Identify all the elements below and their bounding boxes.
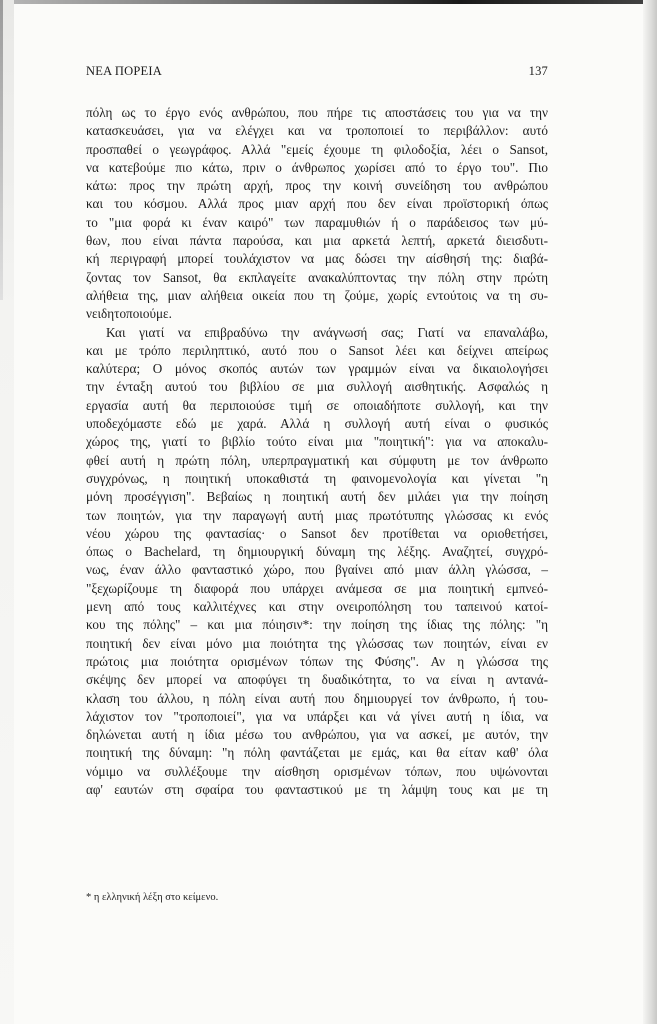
body-text	[86, 104, 548, 799]
text-line: νέου χώρου της φαντασίας· ο Sansot δεν προτίθεται να οριοθετήσει,	[86, 525, 548, 541]
text-line: ζοντας τον Sansot, θα εκπλαγείτε ανακαλύπτοντας την πόλη στην πρώτη	[86, 269, 548, 285]
text-line: κή περιγραφή μπορεί τουλάχιστον να μας δώσει την αίσθησή της: διαβά-	[86, 251, 548, 267]
text-line: ποιητική δεν είναι μόνο μια ποιότητα της γλώσσας των ποιητών, είναι εν	[86, 635, 548, 651]
text-line: θων, που είναι πάντα παρούσα, και μια αρκετά λεπτή, αρκετά διεισδυτι-	[86, 233, 548, 249]
text-line: προσπαθεί ο γεωγράφος. Αλλά "εμείς έχουμε τη φιλοδοξία, λέει ο Sansot,	[86, 141, 548, 157]
text-line: πρώτοις μια ποιότητα ορισμένων τόπων της Φύσης". Αν η γλώσσα της	[86, 653, 548, 669]
text-line: λάχιστον τον "τροποποιεί", για να υπάρξει και νά γίνει αυτή η ίδια, να	[86, 708, 548, 724]
running-title: ΝΕΑ ΠΟΡΕΙΑ	[86, 64, 162, 78]
text-line: όπως ο Bachelard, τη δημιουργική δύναμη της λέξης. Αναζητεί, συγχρό-	[86, 544, 548, 560]
text-line: εργασία αυτή θα περιποιούσε τιμή σε οποιαδήποτε συλλογή, και την	[86, 397, 548, 413]
text-line: δηλώνεται αυτή η ίδια μέσω του ανθρώπου, για να ασκεί, με αυτόν, την	[86, 727, 548, 743]
scan-edge-top	[0, 0, 657, 4]
text-line: κάτω: προς την πρώτη αρχή, προς την κοινή συνείδηση του ανθρώπου	[86, 178, 548, 194]
text-line: χώρος της, γιατί το βιβλίο τούτο είναι μια "ποιητική": για να αποκαλυ-	[86, 434, 548, 450]
text-line: και του κόσμου. Αλλά προς μιαν αρχή που δεν είναι προϊστορική όπως	[86, 196, 548, 212]
footnote: * η ελληνική λέξη στο κείμενο.	[86, 892, 219, 903]
text-line: πόλη ως το έργο ενός ανθρώπου, που πήρε τις αποστάσεις του για να την	[86, 105, 548, 120]
text-line: μενη από τους καλλιτέχνες και στην ονειροπόληση του ταπεινού κατοί-	[86, 599, 548, 615]
text-line: αλήθεια της, μιαν αλήθεια οικεία που τη ζούμε, χωρίς εντούτοις να τη συ-	[86, 287, 548, 303]
text-line: καλύτερα; Ο μόνος σκοπός αυτών των γραμμών είναι να δικαιολογήσει	[86, 361, 548, 377]
text-line: φθεί αυτή η πρώτη πόλη, υπερπραγματική και σύμφυτη με τον άνθρωπο	[86, 452, 548, 468]
scan-edge-right	[643, 0, 657, 1024]
text-line: ποιητική της δύναμη: "η πόλη φαντάζεται με εμάς, και θα είταν καθ' όλα	[86, 745, 548, 761]
text-line: κλαση του άλλου, η πόλη είναι αυτή που δημιουργεί τον άνθρωπο, ή του-	[86, 690, 548, 706]
text-line: την ένταξη αυτού του βιβλίου σε μια συλλογή αισθητικής. Ασφαλώς η	[86, 379, 548, 395]
text-line: των ποιητών, για την παραγωγή αυτή μιας πρωτότυπης γλώσσας κι ενός	[86, 507, 548, 523]
scan-shadow-left	[0, 0, 3, 300]
text-line: το "μια φορά κι έναν καιρό" των παραμυθιών ή ο παράδεισος των μύ-	[86, 214, 548, 230]
text-line: νόμιμο να συλλέξουμε την αίσθηση ορισμένων τόπων, που υψώνονται	[86, 763, 548, 779]
text-line: σκέψης δεν μπορεί να αποφύγει τη δυαδικότητα, το να είναι η αντανά-	[86, 672, 548, 688]
text-line: και με τρόπο περιληπτικό, αυτό που ο Sansot λέει και δείχνει απείρως	[86, 342, 548, 358]
text-line: κατασκευάσει, για να ελέγχει και να τροποποιεί το περιβάλλον: αυτό	[86, 123, 548, 139]
text-line: νως, έναν άλλο φανταστικό χώρο, που βγαίνει από μιαν άλλη γλώσσα, –	[86, 562, 548, 578]
page-header	[86, 64, 548, 82]
text-line: νειδητοποιούμε.	[86, 306, 172, 322]
text-line: συγχρόνως, η ποιητική υποκαθιστά τη φαινομενολογία και γίνεται "η	[86, 470, 548, 486]
text-line: κου της πόλης" – και μια πόιησιν*: την ποίηση της ίδιας της πόλης: "η	[86, 617, 548, 633]
text-line: να κατεβούμε πιο κάτω, πριν ο άνθρωπος χωρίσει από το έργο του". Πιο	[86, 159, 548, 175]
text-line: Και γιατί να επιβραδύνω την ανάγνωσή σας; Γιατί να επαναλάβω,	[106, 324, 548, 340]
page-number: 137	[528, 64, 548, 78]
text-line: "ξεχωρίζουμε τη διαφορά που υπάρχει ανάμεσα σε μια ποιητική εμπνεό-	[86, 580, 548, 596]
text-line: υποδεχόμαστε εδώ με χαρά. Αλλά η συλλογή αυτή είναι ο φυσικός	[86, 416, 548, 432]
text-line: αφ' εαυτών στη σφαίρα του φανταστικού με τη λάμψη τους και με τη	[86, 781, 548, 797]
text-line: μόνη προσέγγιση". Βεβαίως η ποιητική αυτή δεν μιλάει για την ποίηση	[86, 489, 548, 505]
